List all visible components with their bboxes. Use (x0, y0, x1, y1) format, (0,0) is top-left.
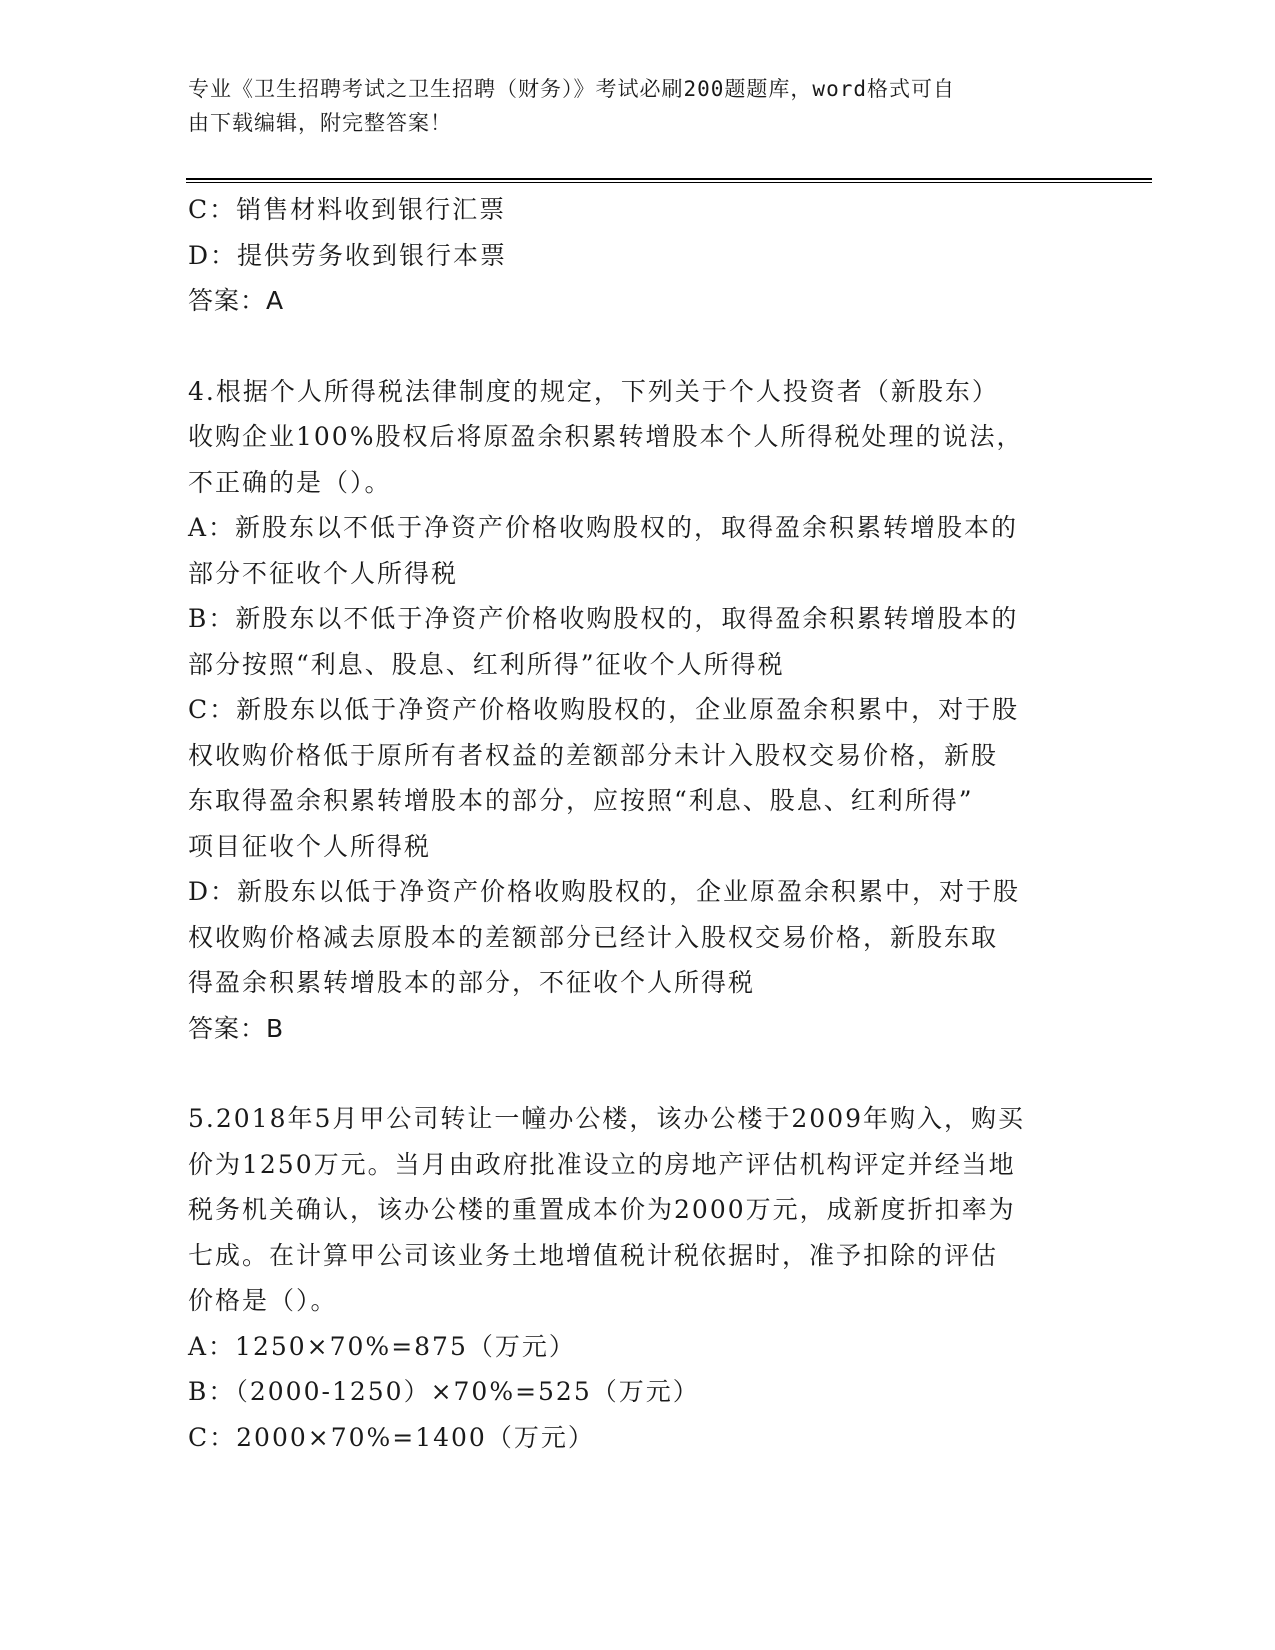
question-5 (188, 1096, 1088, 1460)
question-3-tail (188, 187, 1088, 324)
q3-option-c: C：销售材料收到银行汇票 (188, 195, 507, 224)
spacer (188, 324, 1088, 369)
q4-option-a-line: 部分不征收个人所得税 (188, 558, 459, 588)
q4-option-d-line: 得盈余积累转增股本的部分，不征收个人所得税 (188, 968, 756, 997)
q4-stem-line: 收购企业100%股权后将原盈余积累转增股本个人所得税处理的说法， (188, 422, 1024, 451)
q4-option-b-line: 部分按照“利息、股息、红利所得”征收个人所得税 (188, 649, 785, 679)
header-title-line-1: 专业《卫生招聘考试之卫生招聘（财务）》考试必刷200题题库，word格式可自 (188, 77, 955, 101)
q5-option-b: B：（2000-1250）×70%=525（万元） (188, 1377, 700, 1406)
q4-option-c-line: 权收购价格低于原所有者权益的差额部分未计入股权交易价格，新股 (188, 740, 999, 770)
q3-answer: 答案：A (188, 286, 285, 315)
q5-stem-line: 5.2018年5月甲公司转让一幢办公楼，该办公楼于2009年购入，购买 (188, 1104, 1026, 1133)
q5-stem-line: 税务机关确认，该办公楼的重置成本价为2000万元，成新度折扣率为 (188, 1195, 1016, 1224)
q5-stem-line: 七成。在计算甲公司该业务土地增值税计税依据时，准予扣除的评估 (188, 1240, 999, 1270)
q4-option-c-line: 东取得盈余积累转增股本的部分，应按照“利息、股息、红利所得” (188, 786, 974, 815)
q3-option-d: D：提供劳务收到银行本票 (188, 240, 508, 270)
q5-stem-line: 价格是（）。 (188, 1286, 338, 1315)
header-divider (186, 178, 1152, 183)
q5-option-a: A：1250×70%=875（万元） (188, 1331, 576, 1361)
q4-option-d-line: 权收购价格减去原股本的差额部分已经计入股权交易价格，新股东取 (188, 922, 999, 952)
q4-stem-line: 4.根据个人所得税法律制度的规定，下列关于个人投资者（新股东） (188, 376, 999, 406)
q5-option-c: C：2000×70%=1400（万元） (188, 1422, 595, 1452)
document-header (188, 72, 1068, 140)
q4-answer: 答案：B (188, 1013, 285, 1043)
q4-option-c-line: 项目征收个人所得税 (188, 831, 432, 861)
spacer (188, 1051, 1088, 1096)
q4-option-b-line: B：新股东以不低于净资产价格收购股权的，取得盈余积累转增股本的 (188, 604, 1019, 633)
q5-stem-line: 价为1250万元。当月由政府批准设立的房地产评估机构评定并经当地 (188, 1149, 1016, 1179)
q4-option-d-line: D：新股东以低于净资产价格收购股权的，企业原盈余积累中，对于股 (188, 877, 1021, 906)
document-body (188, 187, 1088, 1460)
q4-option-c-line: C：新股东以低于净资产价格收购股权的，企业原盈余积累中，对于股 (188, 695, 1020, 724)
q4-stem-line: 不正确的是（）。 (188, 467, 392, 497)
header-title-line-2: 由下载编辑，附完整答案！ (188, 111, 452, 135)
q4-option-a-line: A：新股东以不低于净资产价格收购股权的，取得盈余积累转增股本的 (188, 513, 1019, 542)
question-4 (188, 369, 1088, 1052)
